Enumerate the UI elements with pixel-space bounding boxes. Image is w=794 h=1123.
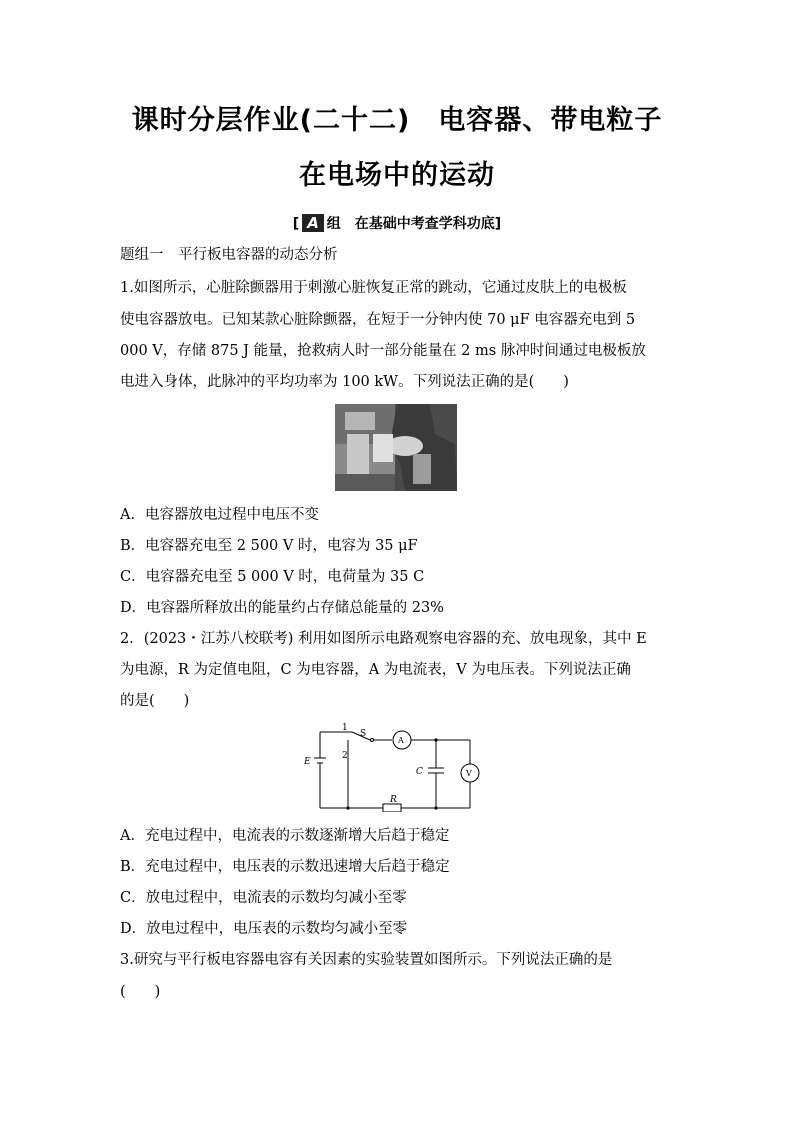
q2-line-3: 的是( ) [120,693,190,709]
q1-line-1: 1.如图所示，心脏除颤器用于刺激心脏恢复正常的跳动，它通过皮肤上的电极板 [120,280,627,296]
q3-line-2: ( ) [120,984,161,1000]
q3-line-1: 3.研究与平行板电容器电容有关因素的实验装置如图所示。下列说法正确的是 [120,952,613,968]
q1-line-4: 电进入身体，此脉冲的平均功率为 100 kW。下列说法正确的是( ) [120,374,569,390]
q1-option-a: A．电容器放电过程中电压不变 [120,507,319,523]
label-e: E [304,757,311,767]
label-1: 1 [342,723,348,733]
q2-line-1: 2．(2023・江苏八校联考) 利用如图所示电路观察电容器的充、放电现象，其中 E [120,631,647,647]
q2-line-2: 为电源，R 为定值电阻，C 为电容器，A 为电流表，V 为电压表。下列说法正确 [120,662,631,678]
page-title: 课时分层作业(二十二) 电容器、带电粒子 [131,105,663,136]
label-r: R [390,795,397,805]
q1-option-d: D．电容器所释放出的能量约占存储总能量的 23% [120,600,444,616]
q1-option-c: C．电容器充电至 5 000 V 时，电荷量为 35 C [120,569,425,585]
group-badge: A [302,214,324,232]
q2-option-b: B．充电过程中，电压表的示数迅速增大后趋于稳定 [120,859,450,875]
defibrillator-photo [335,404,457,491]
q2-option-d: D．放电过程中，电压表的示数均匀减小至零 [120,921,408,937]
page-title-line2: 在电场中的运动 [299,160,495,191]
group-heading-text: 组 在基础中考查学科功底 [326,216,495,232]
q1-line-2: 使电容器放电。已知某款心脏除颤器，在短于一分钟内使 70 μF 电容器充电到 5 [120,312,636,328]
group-heading [0,213,794,233]
q2-option-c: C．放电过程中，电流表的示数均匀减小至零 [120,890,407,906]
circuit-diagram [300,720,490,812]
label-2: 2 [342,751,348,761]
bracket-open: [ [292,216,300,232]
q2-option-a: A．充电过程中，电流表的示数逐渐增大后趋于稳定 [120,828,450,844]
ammeter-icon: A [398,736,404,745]
voltmeter-icon: V [466,769,472,778]
section-heading: 题组一 平行板电容器的动态分析 [120,247,338,263]
label-c: C [416,767,423,777]
bracket-close: ] [494,216,502,232]
q1-option-b: B．电容器充电至 2 500 V 时，电容为 35 μF [120,538,418,554]
label-s: S [360,729,367,739]
q1-line-3: 000 V，存储 875 J 能量，抢救病人时一部分能量在 2 ms 脉冲时间通过电极板放 [120,343,646,359]
